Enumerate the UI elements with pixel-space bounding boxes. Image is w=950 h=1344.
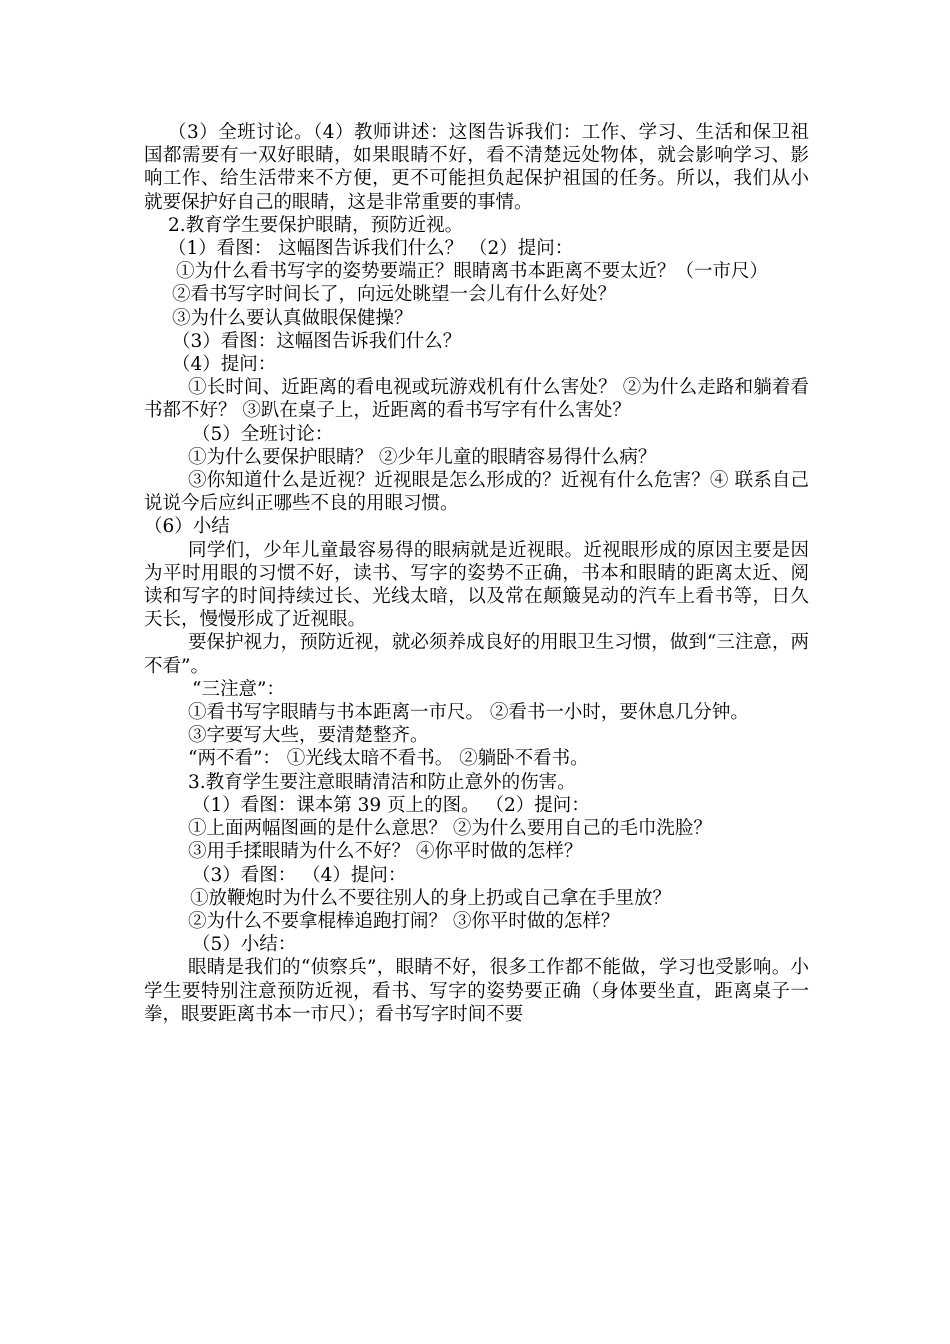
paragraph: （1）看图： 这幅图告诉我们什么？ （2）提问： [168, 238, 574, 260]
paragraph: ①放鞭炮时为什么不要往别人的身上扔或自己拿在手里放？ [190, 887, 672, 909]
paragraph: （3）看图：这幅图告诉我们什么？ [172, 330, 462, 352]
paragraph: 要保护视力，预防近视，就必须养成良好的用眼卫生习惯，做到“三注意，两不看”。 [144, 632, 809, 677]
paragraph: （6）小结 [144, 516, 230, 538]
paragraph: “两不看”： ①光线太暗不看书。 ②躺卧不看书。 [188, 748, 589, 770]
paragraph: 3.教育学生要注意眼睛清洁和防止意外的伤害。 [188, 771, 576, 793]
paragraph: （3）看图： （4）提问： [192, 864, 407, 886]
paragraph: ①上面两幅图画的是什么意思？ ②为什么要用自己的毛巾洗脸？ [188, 818, 712, 840]
paragraph: （4）提问： [172, 354, 277, 376]
paragraph: 眼睛是我们的“侦察兵”，眼睛不好，很多工作都不能做，学习也受影响。小学生要特别注意预防近视，看书、写字的姿势要正确（身体要坐直，距离桌子一拳，眼要距离书本一市尺）；看书写字时间不要 [144, 957, 809, 1025]
paragraph: （5）全班讨论： [192, 423, 334, 445]
paragraph: ①长时间、近距离的看电视或玩游戏机有什么害处？ ②为什么走路和躺着看书都不好？ ③趴在桌子上，近距离的看书写字有什么害处？ [144, 377, 809, 422]
paragraph: （3）全班讨论。（4）教师讲述：这图告诉我们：工作、学习、生活和保卫祖国都需要有一双好眼睛，如果眼睛不好，看不清楚远处物体，就会影响学习、影响工作、给生活带来不方便，更不可能担负起保护祖国的任务。所以，我们从小就要保护好自己的眼睛，这是非常重要的事情。 [144, 122, 809, 213]
paragraph: 2.教育学生要保护眼睛，预防近视。 [168, 214, 464, 236]
paragraph: （5）小结： [192, 934, 297, 956]
paragraph: ①为什么看书写字的姿势要端正？眼睛离书本距离不要太近？（一市尺） [176, 261, 769, 283]
paragraph: ③字要写大些，要清楚整齐。 [188, 725, 429, 747]
paragraph: ①看书写字眼睛与书本距离一市尺。 ②看书一小时，要休息几分钟。 [188, 702, 749, 724]
paragraph: （1）看图：课本第 39 页上的图。 （2）提问： [192, 794, 590, 816]
paragraph: “三注意”： [192, 678, 285, 700]
paragraph: ②看书写字时间长了，向远处眺望一会儿有什么好处？ [172, 284, 617, 306]
paragraph: ②为什么不要拿棍棒追跑打闹？ ③你平时做的怎样？ [188, 910, 620, 932]
paragraph: ①为什么要保护眼睛？ ②少年儿童的眼睛容易得什么病？ [188, 446, 657, 468]
paragraph: ③你知道什么是近视？近视眼是怎么形成的？近视有什么危害？④ 联系自己说说今后应纠正哪些不良的用眼习惯。 [144, 470, 809, 515]
document-body [144, 121, 809, 1026]
paragraph: ③为什么要认真做眼保健操？ [172, 307, 413, 329]
paragraph: 同学们，少年儿童最容易得的眼病就是近视眼。近视眼形成的原因主要是因为平时用眼的习惯不好，读书、写字的姿势不正确，书本和眼睛的距离太近、阅读和写字的时间持续过长、光线太暗，以及常在颠簸晃动的汽车上看书等，日久天长，慢慢形成了近视眼。 [144, 539, 809, 631]
paragraph: ③用手揉眼睛为什么不好？ ④你平时做的怎样？ [188, 841, 583, 863]
